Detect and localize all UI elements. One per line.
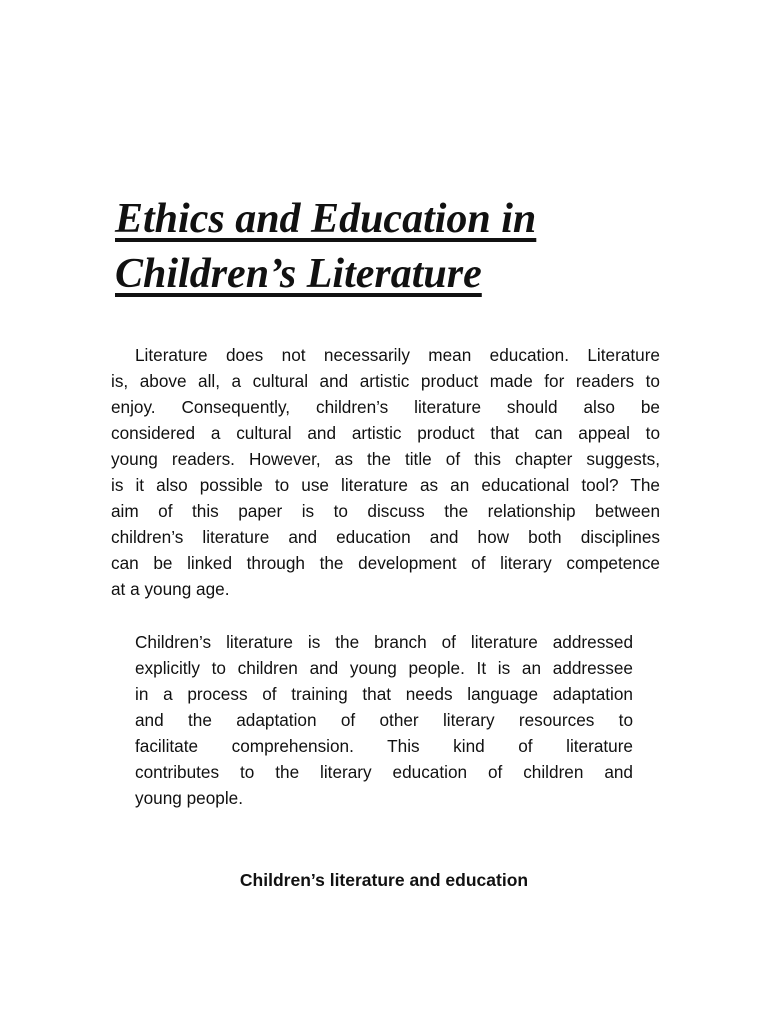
- paragraph-line: is, above all, a cultural and artistic product made for readers to: [111, 371, 660, 391]
- paragraph-line: in a process of training that needs language adaptation: [135, 684, 633, 704]
- paragraph-line: explicitly to children and young people. It is an addressee: [135, 658, 633, 678]
- definition-quote-paragraph: [135, 629, 633, 811]
- paragraph-line: and the adaptation of other literary resources to: [135, 710, 633, 730]
- paragraph-line: young people.: [135, 788, 243, 808]
- paragraph-line: Literature does not necessarily mean education. Literature: [135, 345, 660, 365]
- paragraph-line: enjoy. Consequently, children’s literature should also be: [111, 397, 660, 417]
- document-title-line-1: Ethics and Education in: [115, 196, 537, 242]
- intro-paragraph: [111, 342, 660, 602]
- paragraph-line: considered a cultural and artistic product that can appeal to: [111, 423, 660, 443]
- paragraph-line: aim of this paper is to discuss the relationship between: [111, 501, 660, 521]
- paragraph-line: Children’s literature is the branch of literature addressed: [135, 632, 633, 652]
- paragraph-line: is it also possible to use literature as an educational tool? The: [111, 475, 660, 495]
- paragraph-line: contributes to the literary education of children and: [135, 762, 633, 782]
- paragraph-line: young readers. However, as the title of this chapter suggests,: [111, 449, 660, 469]
- document-title-line-2: Children’s Literature: [115, 251, 482, 297]
- paragraph-line: can be linked through the development of literary competence: [111, 553, 660, 573]
- section-heading: Children’s literature and education: [239, 870, 529, 890]
- paragraph-line: facilitate comprehension. This kind of literature: [135, 736, 633, 756]
- paragraph-line: at a young age.: [111, 579, 230, 599]
- paragraph-line: children’s literature and education and how both disciplines: [111, 527, 660, 547]
